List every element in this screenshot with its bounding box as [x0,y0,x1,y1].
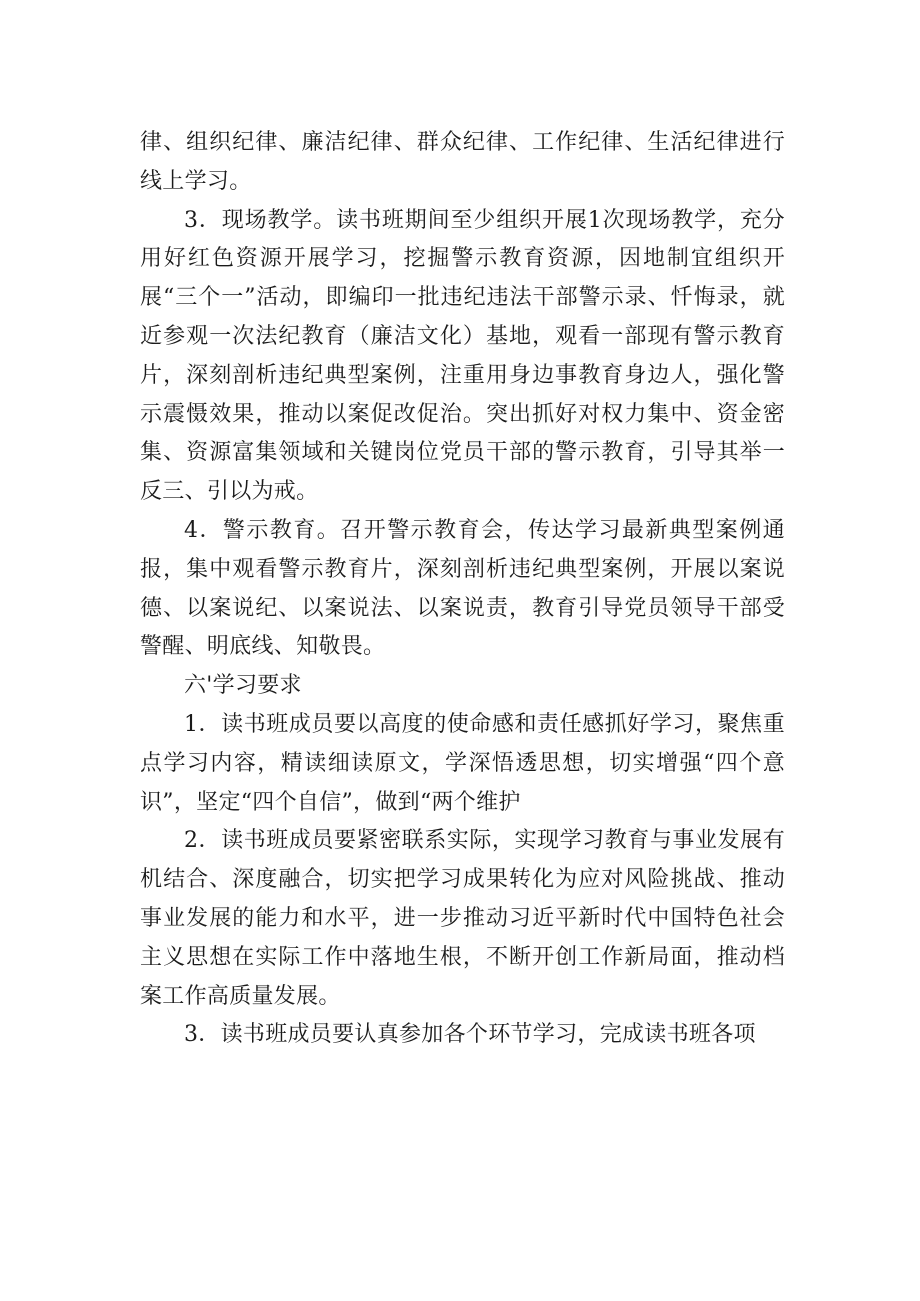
paragraph-warning-education: 4．警示教育。召开警示教育会，传达学习最新典型案例通报，集中观看警示教育片，深刻剖析违纪典型案例，开展以案说德、以案说纪、以案说法、以案说责，教育引导党员领导干部受警醒、明底线、知敬畏。 [140,517,785,660]
paragraph-requirement-1: 1．读书班成员要以高度的使命感和责任感抓好学习，聚焦重点学习内容，精读细读原文，学深悟透思想，切实增强“四个意识”，坚定“四个自信”，做到“两个维护 [140,711,785,815]
paragraph-continued: 律、组织纪律、廉洁纪律、群众纪律、工作纪律、生活纪律进行线上学习。 [140,130,785,194]
paragraph-requirement-2: 2．读书班成员要紧密联系实际，实现学习教育与事业发展有机结合、深度融合，切实把学习成果转化为应对风险挑战、推动事业发展的能力和水平，进一步推动习近平新时代中国特色社会主义思想在实际工作中落地生根，不断开创工作新局面，推动档案工作高质量发展。 [140,828,785,1009]
section-heading-study-requirements: 六'学习要求 [184,673,302,699]
paragraph-site-teaching: 3．现场教学。读书班期间至少组织开展1次现场教学，充分用好红色资源开展学习，挖掘警示教育资源，因地制宜组织开展“三个一”活动，即编印一批违纪违法干部警示录、忏悔录，就近参观一次法纪教育（廉洁文化）基地，观看一部现有警示教育片，深刻剖析违纪典型案例，注重用身边事教育身边人，强化警示震慑效果，推动以案促改促治。突出抓好对权力集中、资金密集、资源富集领域和关键岗位党员干部的警示教育，引导其举一反三、引以为戒。 [140,207,785,505]
document-body [140,124,785,1055]
paragraph-requirement-3: 3．读书班成员要认真参加各个环节学习，完成读书班各项 [184,1022,756,1048]
